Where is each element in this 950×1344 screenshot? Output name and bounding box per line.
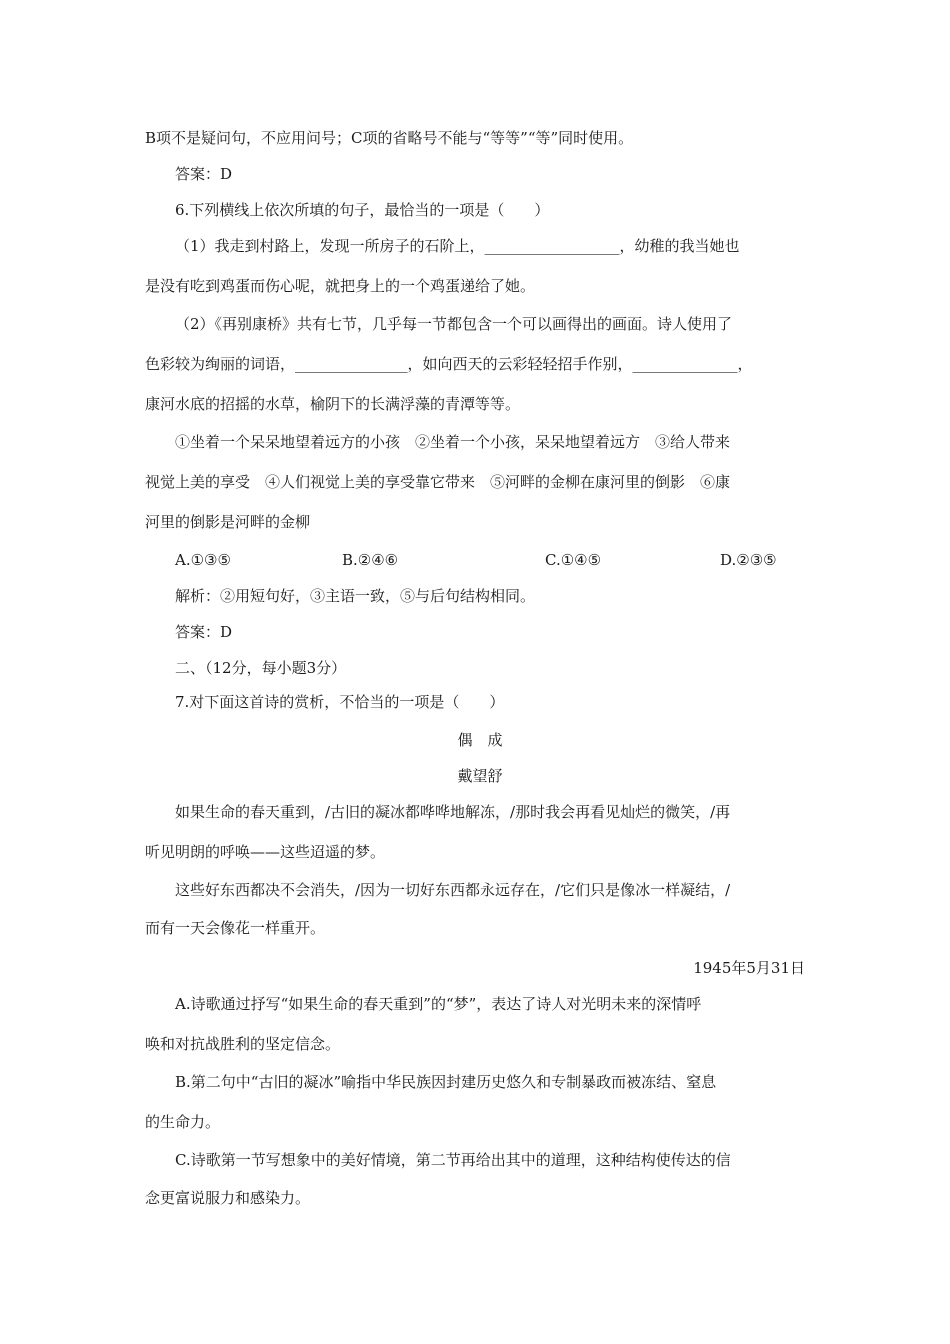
answer-line: 答案：D	[175, 623, 233, 641]
poem-author: 戴望舒	[457, 767, 503, 785]
poem-title: 偶 成	[457, 731, 503, 749]
question-6: 6.下列横线上依次所填的句子，最恰当的一项是（ ）	[175, 201, 550, 219]
analysis-line: 解析：②用短句好，③主语一致，⑤与后句结构相同。	[175, 587, 536, 605]
text-line: 色彩较为绚丽的词语，_______________，如向西天的云彩轻轻招手作别，______________，	[145, 355, 753, 373]
option-c: C.①④⑤	[545, 551, 602, 569]
section-heading: 二、（12分，每小题3分）	[175, 659, 347, 677]
choice-a-cont: 唤和对抗战胜利的坚定信念。	[145, 1035, 341, 1053]
poem-date: 1945年5月31日	[693, 959, 805, 977]
question-7: 7.对下面这首诗的赏析，不恰当的一项是（ ）	[175, 693, 505, 711]
text-line: 是没有吃到鸡蛋而伤心呢，就把身上的一个鸡蛋递给了她。	[145, 277, 536, 295]
option-d: D.②③⑤	[720, 551, 777, 569]
answer-line: 答案：D	[175, 165, 233, 183]
choice-c: C.诗歌第一节写想象中的美好情境，第二节再给出其中的道理，这种结构使传达的信	[175, 1151, 731, 1169]
text-line: （1）我走到村路上，发现一所房子的石阶上，__________________，幼稚的我当她也	[175, 237, 740, 255]
text-line: ①坐着一个呆呆地望着远方的小孩 ②坐着一个小孩，呆呆地望着远方 ③给人带来	[175, 433, 731, 451]
text-line: 视觉上美的享受 ④人们视觉上美的享受靠它带来 ⑤河畔的金柳在康河里的倒影 ⑥康	[145, 473, 731, 491]
text-line: （2）《再别康桥》共有七节，几乎每一节都包含一个可以画得出的画面。诗人使用了	[175, 315, 733, 333]
option-b: B.②④⑥	[342, 551, 399, 569]
choice-a: A.诗歌通过抒写“如果生命的春天重到”的“梦”，表达了诗人对光明未来的深情呼	[175, 995, 702, 1013]
poem-line: 如果生命的春天重到，/古旧的凝冰都哗哗地解冻，/那时我会再看见灿烂的微笑，/再	[175, 803, 731, 821]
text-line: B项不是疑问句，不应用问号；C项的省略号不能与“等等”“等”同时使用。	[145, 129, 634, 147]
poem-line: 这些好东西都决不会消失，/因为一切好东西都永远存在，/它们只是像冰一样凝结，/	[175, 881, 731, 899]
choice-b: B.第二句中“古旧的凝冰”喻指中华民族因封建历史悠久和专制暴政而被冻结、窒息	[175, 1073, 717, 1091]
choice-b-cont: 的生命力。	[145, 1113, 221, 1131]
poem-line: 而有一天会像花一样重开。	[145, 919, 326, 937]
option-a: A.①③⑤	[175, 551, 231, 569]
text-line: 康河水底的招摇的水草，榆阴下的长满浮藻的青潭等等。	[145, 395, 521, 413]
text-line: 河里的倒影是河畔的金柳	[145, 513, 311, 531]
choice-c-cont: 念更富说服力和感染力。	[145, 1189, 311, 1207]
poem-line: 听见明朗的呼唤——这些迢遥的梦。	[145, 843, 386, 861]
